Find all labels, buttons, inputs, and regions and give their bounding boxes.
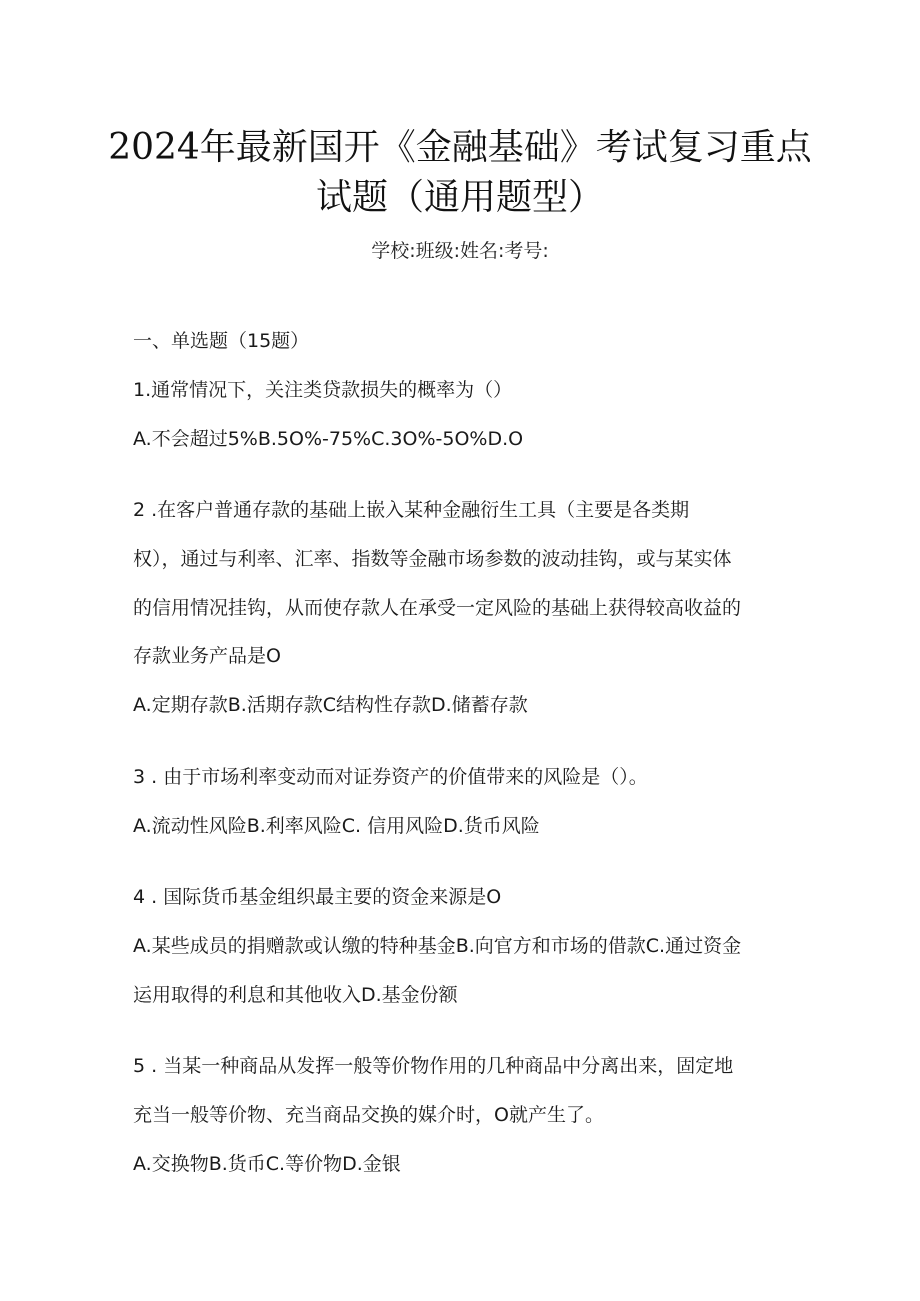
- question-1-options: A.不会超过5%B.5O%-75%C.3O%-5O%D.O: [133, 428, 524, 450]
- question-4-stem: 4 . 国际货币基金组织最主要的资金来源是O: [133, 886, 502, 908]
- question-2-stem-line-3: 的信用情况挂钩，从而使存款人在承受一定风险的基础上获得较高收益的: [133, 597, 742, 619]
- section-heading: 一、单选题（15题）: [133, 330, 310, 352]
- question-2-options: A.定期存款B.活期存款C结构性存款D.储蓄存款: [133, 694, 528, 716]
- question-5-stem-line-2: 充当一般等价物、充当商品交换的媒介时，O就产生了。: [133, 1104, 604, 1126]
- question-2-stem-line-2: 权），通过与利率、汇率、指数等金融市场参数的波动挂钩，或与某实体: [133, 548, 732, 570]
- question-3-options: A.流动性风险B.利率风险C. 信用风险D.货币风险: [133, 815, 540, 837]
- question-3-stem: 3 . 由于市场利率变动而对证券资产的价值带来的风险是（）。: [133, 766, 648, 788]
- question-2-stem-line-1: 2 .在客户普通存款的基础上嵌入某种金融衍生工具（主要是各类期: [133, 499, 690, 521]
- question-4-options-line-1: A.某些成员的捐赠款或认缴的特种基金B.向官方和市场的借款C.通过资金: [133, 935, 742, 957]
- document-title-line-1: 2024年最新国开《金融基础》考试复习重点: [108, 127, 812, 168]
- question-4-options-line-2: 运用取得的利息和其他收入D.基金份额: [133, 984, 458, 1006]
- question-5-options: A.交换物B.货币C.等价物D.金银: [133, 1153, 401, 1175]
- question-1-stem: 1.通常情况下，关注类贷款损失的概率为（）: [133, 379, 513, 401]
- question-5-stem-line-1: 5 . 当某一种商品从发挥一般等价物作用的几种商品中分离出来，固定地: [133, 1055, 734, 1077]
- document-title-line-2: 试题（通用题型）: [315, 177, 604, 218]
- student-info-line: 学校:班级:姓名:考号:: [371, 240, 549, 262]
- question-2-stem-line-4: 存款业务产品是O: [133, 645, 281, 667]
